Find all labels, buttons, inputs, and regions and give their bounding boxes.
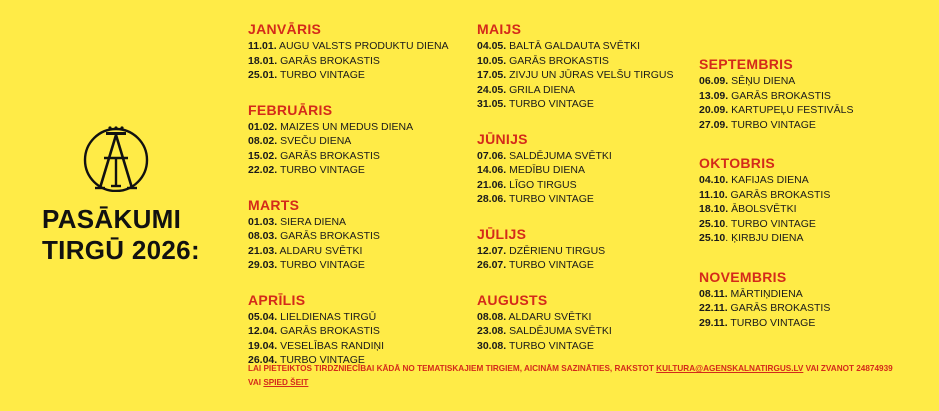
event-row [477,163,673,178]
event-date: 01.02. [248,120,278,133]
event-date: 12.04. [248,325,278,337]
footer-phone-text: VAI ZVANOT 24874939 [803,364,893,373]
event-row [248,229,449,244]
event-date: 14.06. [477,164,507,176]
event-date: 29.11. [699,316,728,329]
event-name: GARĀS BROKASTIS [509,54,609,67]
event-date: 17.05. [477,69,507,81]
event-date: 21.06. [477,178,507,191]
event-name: GARĀS BROKASTIS [730,302,831,314]
event-row [248,215,449,230]
event-row [699,118,853,133]
event-row [477,97,673,112]
event-date: 07.06. [477,149,507,162]
month-heading: SEPTEMBRIS [699,56,794,72]
event-row [699,103,853,118]
event-name: GARĀS BROKASTIS [280,149,380,162]
event-name: . TURBO VINTAGE [725,217,816,230]
event-row [699,287,853,302]
event-date: 22.02. [248,164,278,176]
event-name: ALDARU SVĒTKI [508,310,592,323]
event-name: TURBO VINTAGE [730,118,816,131]
month-november [699,268,853,331]
footer-contact-note [248,362,893,390]
event-date: 28.06. [477,193,507,205]
event-row [699,89,853,104]
event-name: TURBO VINTAGE [279,69,365,81]
event-row [477,149,673,164]
event-date: 18.10. [699,203,729,215]
event-date: 21.03. [248,244,278,257]
event-name: DZĒRIENU TIRGUS [509,244,606,257]
event-date: 23.08. [477,325,507,337]
event-row [699,202,853,217]
month-may [477,20,673,112]
event-date: 01.03. [248,215,278,228]
event-date: 19.04. [248,339,278,352]
event-name: KARTUPEĻU FESTIVĀLS [731,104,854,116]
event-date: 25.10 [699,217,726,230]
event-row [477,310,673,325]
event-row [477,68,673,83]
event-name: TURBO VINTAGE [279,354,365,366]
month-march [248,196,449,273]
event-name: . ĶIRBJU DIENA [725,232,804,244]
month-heading: NOVEMBRIS [699,268,787,285]
event-row [248,134,449,149]
event-row [477,39,673,54]
month-heading: FEBRUĀRIS [248,101,333,118]
event-row [699,188,853,203]
event-name: TURBO VINTAGE [508,339,594,352]
event-date: 10.05. [477,54,507,67]
event-name: BALTĀ GALDAUTA SVĒTKI [509,40,641,52]
event-row [699,173,853,188]
event-row [248,339,449,354]
left-panel [0,0,240,411]
event-date: 18.01. [248,54,278,67]
event-row [699,301,853,316]
month-heading: JŪNIJS [477,130,528,147]
event-name: ALDARU SVĒTKI [279,244,363,257]
event-row [699,74,853,89]
month-january [248,20,449,83]
event-date: 13.09. [699,89,729,102]
event-date: 08.11. [699,287,728,300]
event-name: SVEČU DIENA [280,135,352,147]
footer-line-2 [248,376,893,390]
footer-text: LAI PIETEIKTOS TIRDZNIECĪBAI KĀDĀ NO TEMATISKAJIEM TIRGIEM, AICINĀM SAZINĀTIES, RAKSTOT [248,364,657,373]
event-row [477,339,673,354]
event-row [248,324,449,339]
event-name: SALDĒJUMA SVĒTKI [509,325,612,337]
event-name: TURBO VINTAGE [730,316,816,329]
event-row [477,83,673,98]
month-heading: JŪLIJS [477,225,527,242]
event-date: 08.08. [477,310,507,323]
event-row [248,149,449,164]
event-row [248,310,449,325]
event-row [477,258,673,273]
event-row [699,316,853,331]
event-row [477,192,673,207]
event-date: 26.04. [248,354,278,366]
event-name: VESELĪBAS RANDIŅI [280,339,384,352]
event-date: 15.02. [248,149,278,162]
event-name: GRILA DIENA [509,83,576,96]
event-row [248,68,449,83]
event-date: 30.08. [477,339,507,352]
event-name: TURBO VINTAGE [279,259,365,271]
event-date: 26.07. [477,259,507,271]
event-name: ZIVJU UN JŪRAS VELŠU TIRGUS [509,69,674,81]
event-row [248,54,449,69]
event-name: ĀBOLSVĒTKI [731,203,797,215]
event-name: GARĀS BROKASTIS [731,89,831,102]
month-heading: AUGUSTS [477,291,548,308]
email-link[interactable]: KULTURA@AGENSKALNATIRGUS.LV [656,364,804,373]
event-date: 08.02. [248,135,278,147]
event-name: AUGU VALSTS PRODUKTU DIENA [278,40,449,52]
event-date: 11.01. [248,40,277,52]
event-name: GARĀS BROKASTIS [280,325,380,337]
event-name: GARĀS BROKASTIS [730,188,831,201]
event-date: 04.05. [477,40,507,52]
event-date: 25.01. [248,69,278,81]
title-line-2: TIRGŪ 2026: [42,235,200,265]
title-line-1: PASĀKUMI [42,204,182,234]
event-row [477,54,673,69]
event-row [477,178,673,193]
event-row [699,217,853,232]
event-name: KAFIJAS DIENA [731,174,809,186]
event-name: TURBO VINTAGE [508,98,594,110]
event-date: 20.09. [699,104,729,116]
event-date: 06.09. [699,75,729,87]
event-row [477,324,673,339]
month-october [699,154,853,246]
event-row [248,39,449,54]
event-name: SĒŅU DIENA [731,75,796,87]
agenskalna-tirgus-logo-icon [80,120,152,192]
schedule-column-2 [477,20,673,371]
event-row [248,258,449,273]
event-date: 22.11. [699,302,728,314]
event-date: 24.05. [477,83,507,96]
event-date: 29.03. [248,259,278,271]
schedule-column-3 [699,55,853,352]
month-heading: MARTS [248,196,300,213]
event-date: 04.10. [699,174,729,186]
month-july [477,225,673,273]
event-name: SIERA DIENA [280,215,347,228]
event-date: 12.07. [477,244,507,257]
footer-line-1 [248,362,893,376]
event-name: TURBO VINTAGE [508,193,594,205]
event-name: GARĀS BROKASTIS [280,54,380,67]
month-september [699,55,853,132]
event-name: MAIZES UN MEDUS DIENA [280,120,414,133]
event-name: LIELDIENAS TIRGŪ [280,310,377,323]
event-name: TURBO VINTAGE [508,259,594,271]
event-row [477,244,673,259]
month-heading: JANVĀRIS [248,21,322,37]
month-june [477,130,673,207]
month-heading: APRĪLIS [248,291,306,308]
month-heading: OKTOBRIS [699,155,776,171]
event-name: MĀRTIŅDIENA [730,287,803,300]
event-name: MEDĪBU DIENA [509,164,585,176]
month-heading: MAIJS [477,21,522,37]
month-february [248,101,449,178]
schedule-column-1 [248,20,449,386]
event-date: 11.10. [699,188,728,201]
event-date: 27.09. [699,118,729,131]
event-name: LĪGO TIRGUS [509,178,577,191]
month-april [248,291,449,368]
event-name: SALDĒJUMA SVĒTKI [509,149,612,162]
page-title [42,204,200,266]
footer-prefix: VAI [248,378,264,387]
event-date: 25.10 [699,232,726,244]
event-row [699,231,853,246]
event-date: 31.05. [477,98,507,110]
event-row [248,244,449,259]
event-date: 05.04. [248,310,278,323]
click-here-link[interactable]: SPIED ŠEIT [263,378,309,387]
event-date: 08.03. [248,230,278,242]
event-row [248,163,449,178]
month-august [477,291,673,354]
event-row [248,120,449,135]
event-name: GARĀS BROKASTIS [280,230,380,242]
event-name: TURBO VINTAGE [279,164,365,176]
